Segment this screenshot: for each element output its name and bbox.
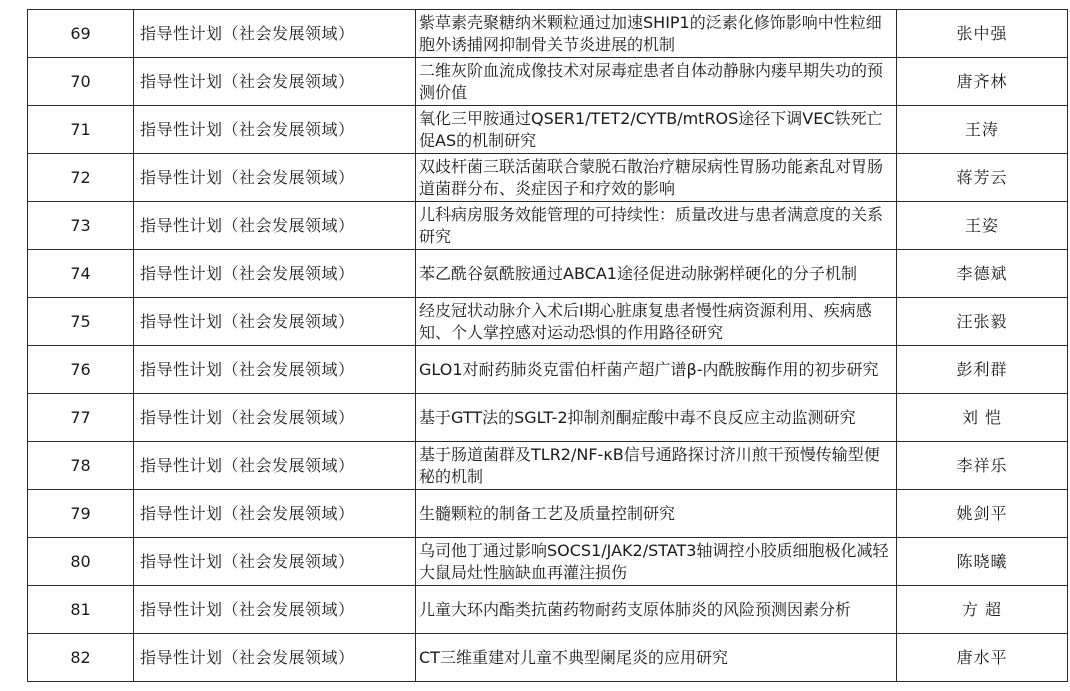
project-number: 75	[28, 298, 134, 346]
project-leader: 唐齐林	[897, 58, 1068, 106]
table-row	[28, 106, 1068, 154]
project-title: GLO1对耐药肺炎克雷伯杆菌产超广谱β-内酰胺酶作用的初步研究	[416, 346, 897, 394]
plan-category: 指导性计划（社会发展领域）	[134, 10, 416, 58]
project-number: 81	[28, 586, 134, 634]
project-title: 基于GTT法的SGLT-2抑制剂酮症酸中毒不良反应主动监测研究	[416, 394, 897, 442]
project-leader: 李德斌	[897, 250, 1068, 298]
plan-category: 指导性计划（社会发展领域）	[134, 634, 416, 682]
project-number: 79	[28, 490, 134, 538]
table-row	[28, 298, 1068, 346]
project-leader: 姚剑平	[897, 490, 1068, 538]
table-row	[28, 490, 1068, 538]
project-leader: 陈晓曦	[897, 538, 1068, 586]
project-number: 80	[28, 538, 134, 586]
project-title: 基于肠道菌群及TLR2/NF-κB信号通路探讨济川煎干预慢传输型便秘的机制	[416, 442, 897, 490]
table-row	[28, 346, 1068, 394]
project-title: 氧化三甲胺通过QSER1/TET2/CYTB/mtROS途径下调VEC铁死亡促AS的机制研究	[416, 106, 897, 154]
table-row	[28, 250, 1068, 298]
plan-category: 指导性计划（社会发展领域）	[134, 586, 416, 634]
project-title: 紫草素壳聚糖纳米颗粒通过加速SHIP1的泛素化修饰影响中性粒细胞外诱捕网抑制骨关节炎进展的机制	[416, 10, 897, 58]
project-leader: 唐水平	[897, 634, 1068, 682]
project-leader: 李祥乐	[897, 442, 1068, 490]
project-number: 73	[28, 202, 134, 250]
plan-category: 指导性计划（社会发展领域）	[134, 394, 416, 442]
project-leader: 彭利群	[897, 346, 1068, 394]
project-number: 82	[28, 634, 134, 682]
project-title: 生髓颗粒的制备工艺及质量控制研究	[416, 490, 897, 538]
plan-category: 指导性计划（社会发展领域）	[134, 442, 416, 490]
plan-category: 指导性计划（社会发展领域）	[134, 58, 416, 106]
project-number: 72	[28, 154, 134, 202]
plan-category: 指导性计划（社会发展领域）	[134, 490, 416, 538]
project-leader: 蒋芳云	[897, 154, 1068, 202]
project-title: 双歧杆菌三联活菌联合蒙脱石散治疗糖尿病性胃肠功能紊乱对胃肠道菌群分布、炎症因子和疗效的影响	[416, 154, 897, 202]
project-number: 70	[28, 58, 134, 106]
plan-category: 指导性计划（社会发展领域）	[134, 346, 416, 394]
plan-category: 指导性计划（社会发展领域）	[134, 298, 416, 346]
project-number: 69	[28, 10, 134, 58]
project-number: 78	[28, 442, 134, 490]
project-title: 乌司他丁通过影响SOCS1/JAK2/STAT3轴调控小胶质细胞极化减轻大鼠局灶性脑缺血再灌注损伤	[416, 538, 897, 586]
project-leader: 方 超	[897, 586, 1068, 634]
project-title: 经皮冠状动脉介入术后Ⅰ期心脏康复患者慢性病资源利用、疾病感知、个人掌控感对运动恐惧的作用路径研究	[416, 298, 897, 346]
table-row	[28, 634, 1068, 682]
project-title: 二维灰阶血流成像技术对尿毒症患者自体动静脉内瘘早期失功的预测价值	[416, 58, 897, 106]
table-row	[28, 154, 1068, 202]
project-number: 77	[28, 394, 134, 442]
plan-category: 指导性计划（社会发展领域）	[134, 538, 416, 586]
table-row	[28, 58, 1068, 106]
project-list-table	[27, 9, 1068, 682]
table-row	[28, 538, 1068, 586]
project-table-body	[28, 10, 1068, 682]
project-title: 儿童大环内酯类抗菌药物耐药支原体肺炎的风险预测因素分析	[416, 586, 897, 634]
plan-category: 指导性计划（社会发展领域）	[134, 106, 416, 154]
project-leader: 汪张毅	[897, 298, 1068, 346]
project-leader: 张中强	[897, 10, 1068, 58]
table-row	[28, 586, 1068, 634]
table-row	[28, 202, 1068, 250]
project-title: 儿科病房服务效能管理的可持续性：质量改进与患者满意度的关系研究	[416, 202, 897, 250]
project-title: 苯乙酰谷氨酰胺通过ABCA1途径促进动脉粥样硬化的分子机制	[416, 250, 897, 298]
project-leader: 王涛	[897, 106, 1068, 154]
project-number: 76	[28, 346, 134, 394]
project-leader: 王姿	[897, 202, 1068, 250]
project-number: 74	[28, 250, 134, 298]
plan-category: 指导性计划（社会发展领域）	[134, 250, 416, 298]
project-number: 71	[28, 106, 134, 154]
project-leader: 刘 恺	[897, 394, 1068, 442]
table-row	[28, 442, 1068, 490]
table-row	[28, 394, 1068, 442]
plan-category: 指导性计划（社会发展领域）	[134, 202, 416, 250]
project-title: CT三维重建对儿童不典型阑尾炎的应用研究	[416, 634, 897, 682]
table-row	[28, 10, 1068, 58]
plan-category: 指导性计划（社会发展领域）	[134, 154, 416, 202]
